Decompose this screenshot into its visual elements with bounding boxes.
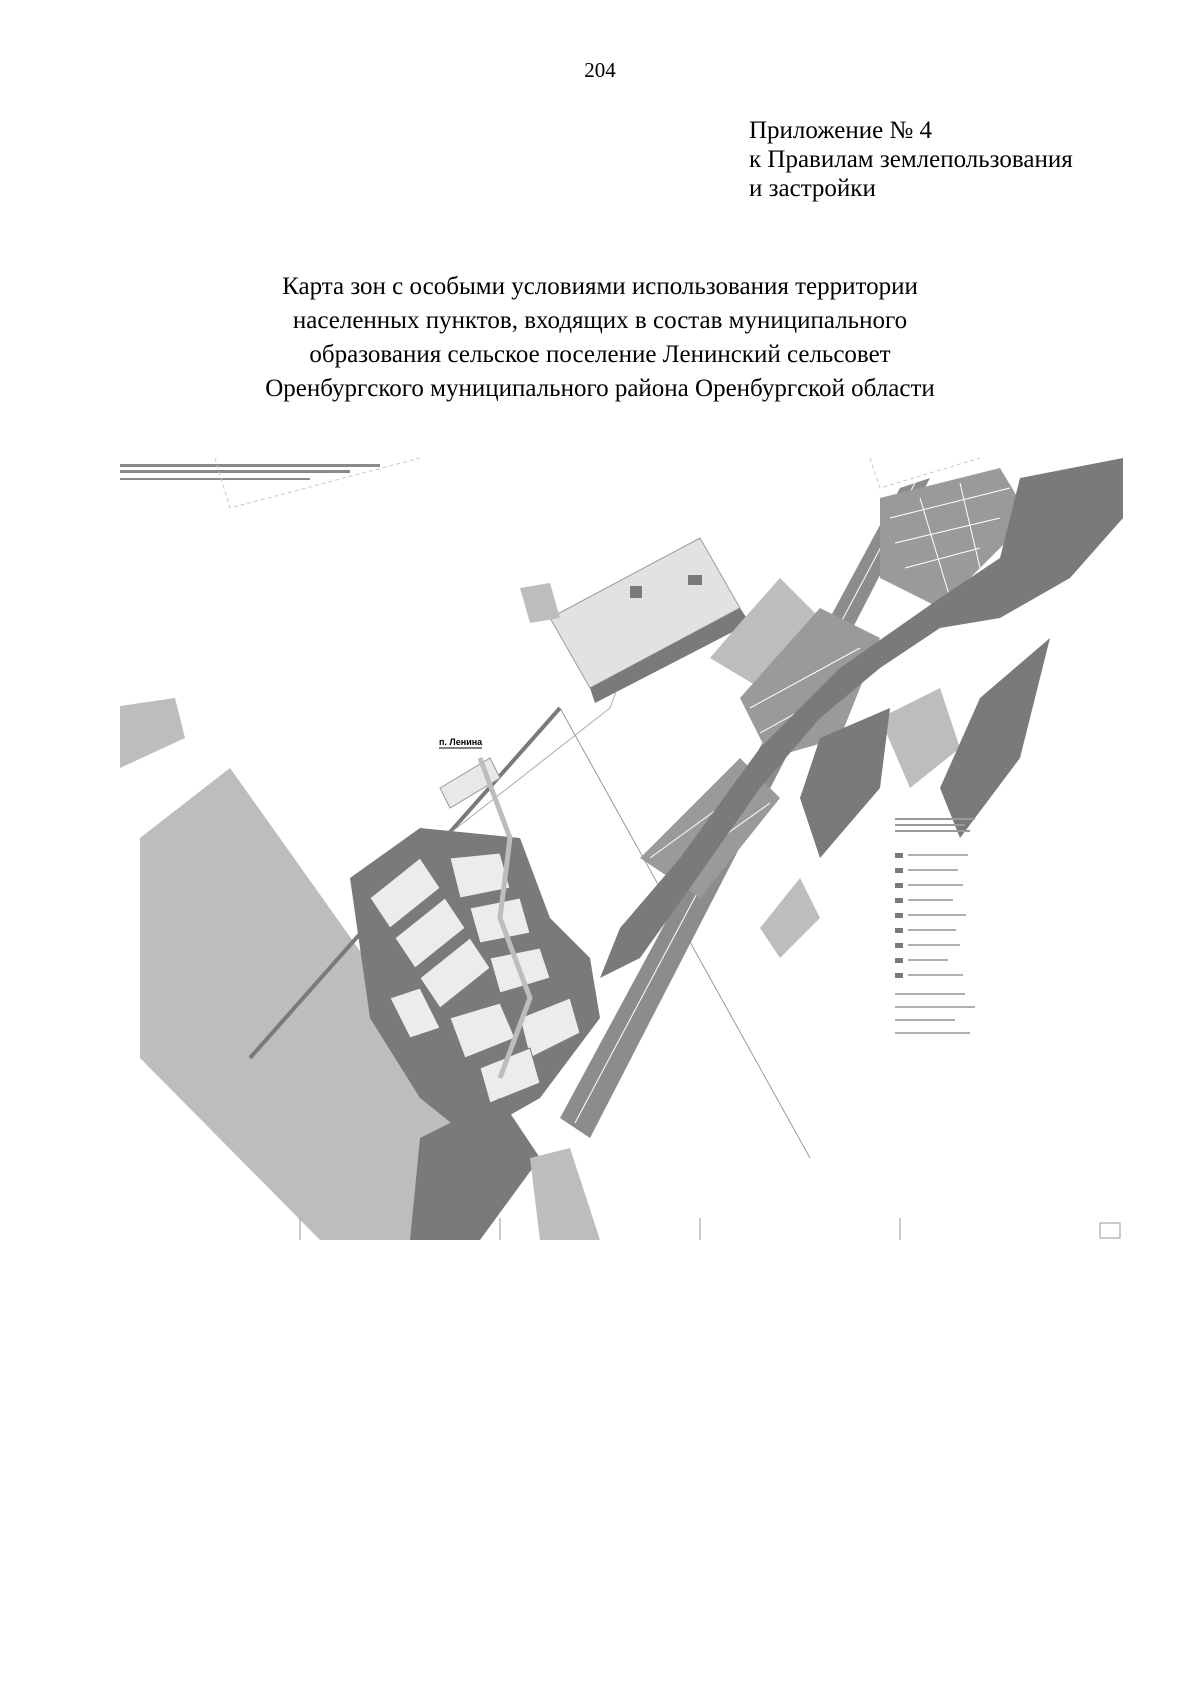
title-line: образования сельское поселение Ленинский сельсовет (309, 341, 891, 368)
appendix-line: и застройки (749, 175, 876, 202)
title-line: населенных пунктов, входящих в состав муниципального (292, 307, 908, 334)
appendix-note (749, 116, 1073, 203)
zoning-map-graphic (120, 458, 1123, 1240)
title-line: Оренбургского муниципального района Оренбургской области (265, 375, 935, 402)
page-number: 204 (584, 58, 616, 82)
document-title (100, 270, 1100, 406)
title-line: Карта зон с особыми условиями использования территории (282, 273, 918, 300)
light-zone-small (120, 698, 185, 768)
river-band (600, 458, 1123, 978)
appendix-line: Приложение № 4 (749, 117, 933, 144)
settlement-label: п. Ленина (439, 737, 483, 747)
zoning-map (120, 458, 1123, 1240)
appendix-line: к Правилам землепользования (749, 146, 1073, 173)
map-legend (895, 818, 975, 1034)
